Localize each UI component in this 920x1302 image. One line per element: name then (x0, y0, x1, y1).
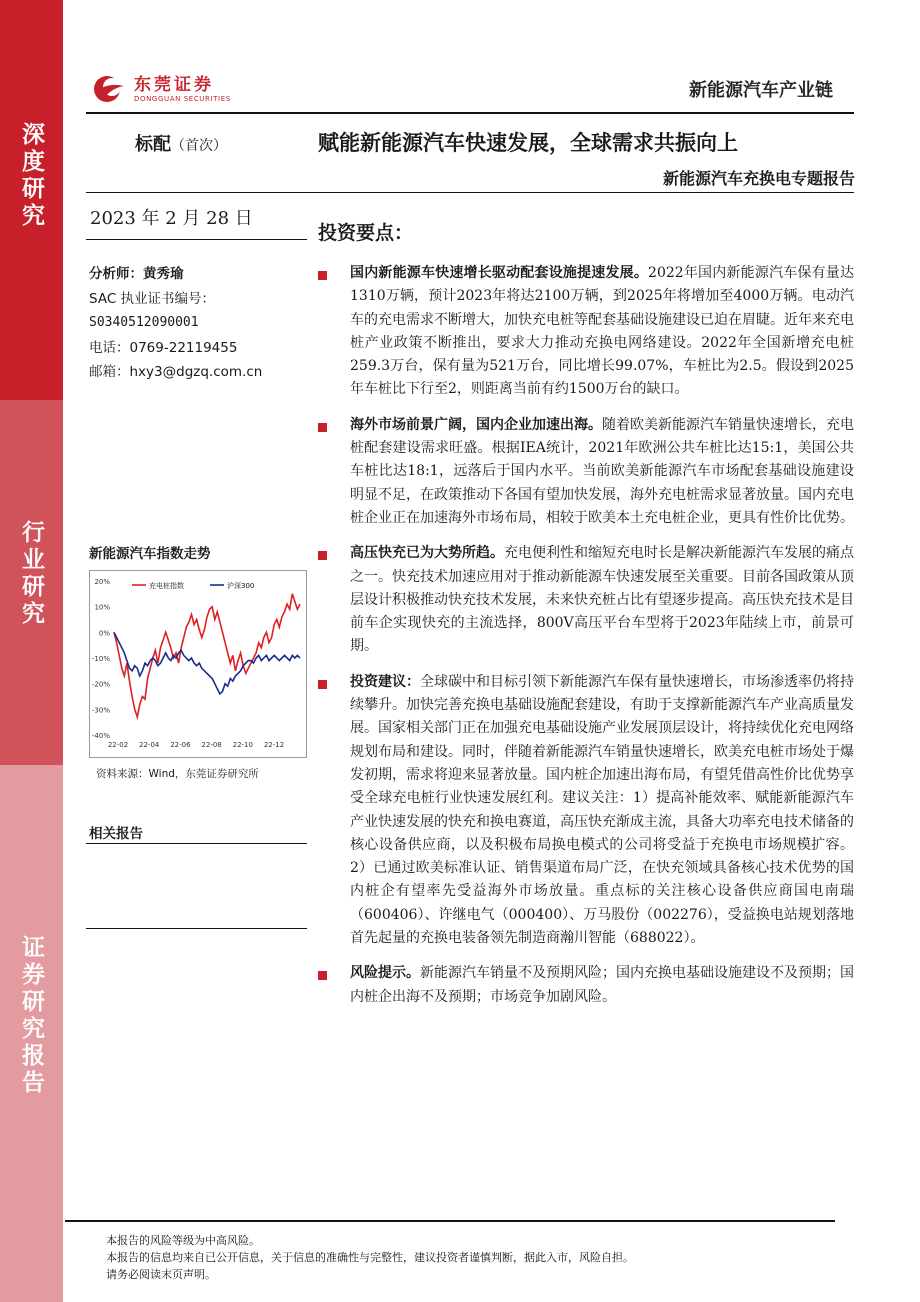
side-label-middle: 行业研究 (18, 520, 44, 628)
series-line (114, 632, 300, 694)
point-lead: 投资建议： (350, 673, 420, 690)
point-lead: 高压快充已为大势所趋。 (350, 545, 504, 562)
x-tick-label: 22-12 (263, 741, 285, 749)
analyst-sac-label: SAC 执业证书编号： (89, 290, 216, 307)
index-chart (89, 570, 307, 758)
series-line (114, 594, 300, 717)
chart-source: 资料来源：Wind，东莞证券研究所 (96, 768, 259, 780)
x-tick-label: 22-06 (170, 741, 191, 749)
point-lead: 国内新能源车快速增长驱动配套设施提速发展。 (350, 265, 649, 281)
point-lead: 风险提示。 (350, 965, 420, 982)
y-tick-label: 10% (94, 603, 110, 612)
y-tick-label: -20% (91, 680, 110, 689)
report-subtitle: 新能源汽车充换电专题报告 (662, 169, 855, 188)
left-rule-1 (86, 239, 307, 240)
point-body: 全球碳中和目标引领下新能源汽车保有量快速增长，市场渗透率仍将持续攀升。加快完善充换电基础设施配套建设，有助于支撑新能源汽车产业高质量发展。国家相关部门正在加强充电基础设施产业发展顶层设计，将持续优化充电网络规划布局和建设。同时，伴随着新能源汽车销量快速增长，欧美充电桩市场处于爆发初期，需求将迎来显著放量。国内桩企加速出海布局，有望凭借高性价比优势享受全球充电桩行业快速发展红利。建议关注：1）提高补能效率、赋能新能源汽车产业快速发展的快充和换电赛道，高压快充渐成主流，具备大功率充电技术储备的核心设备供应商，以及积极布局换电模式的公司将受益于充换电市场规模扩容。2）已通过欧美标准认证、销售渠道布局广泛，在快充领域具备核心技术优势的国内桩企有望率先受益海外市场放量。重点标的关注核心设备供应商国电南瑞（600406）、许继电气（000400）、万马股份（002276），受益换电站规划落地首先起量的充换电装备领先制造商瀚川智能（688022）。 (350, 673, 854, 947)
logo-mark-icon (92, 74, 128, 104)
related-reports-heading: 相关报告 (89, 826, 143, 842)
side-band (0, 0, 63, 1302)
investment-points (318, 262, 854, 1021)
industry-chain-label: 新能源汽车产业链 (689, 80, 833, 101)
point-lead: 海外市场前景广阔，国内企业加速出海。 (350, 416, 602, 433)
point-body: 2022年国内新能源汽车保有量达1310万辆，预计2023年将达2100万辆，到2025年将增加至4000万辆。电动汽车的充电需求不断增大，加快充电桩等配套基础设施建设已迫在眉睫。近年来充电桩产业政策不断推出，要求大力推动充换电网络建设。2022年全国新增充电桩259.3万台，保有量为521万台，同比增长99.07%，车桩比为2.5。假设到2025年车桩比下行至2，则距离当前有约1500万台的缺口。 (350, 265, 854, 398)
company-logo (92, 74, 231, 104)
y-tick-label: -30% (91, 706, 110, 715)
bullet-square-icon (318, 551, 327, 560)
point-item (318, 542, 854, 658)
rating-note: （首次） (171, 138, 227, 154)
side-band-deep-research (0, 0, 63, 400)
point-item (318, 671, 854, 951)
x-tick-label: 22-10 (232, 741, 253, 749)
bullet-square-icon (318, 271, 327, 280)
y-tick-label: -40% (91, 732, 110, 740)
chart-title: 新能源汽车指数走势 (89, 546, 211, 562)
analyst-name: 分析师：黄秀瑜 (89, 266, 184, 282)
point-body: 随着欧美新能源汽车销量快速增长，充电桩配套建设需求旺盛。根据IEA统计，2021年欧洲公共车桩比达15:1，美国公共车桩比达18:1，远落后于国内水平。当前欧美新能源汽车市场配套基础设施建设明显不足，在政策推动下各国有望加快发展，海外充电桩需求显著放量。国内充电桩企业正在加速海外市场布局，相较于欧美本土充电桩企业，更具有性价比优势。 (350, 416, 854, 526)
bullet-square-icon (318, 680, 327, 689)
point-body: 充电便利性和缩短充电时长是解决新能源汽车发展的痛点之一。快充技术加速应用对于推动新能源车快速发展至关重要。目前各国政策从顶层设计积极推动快充技术发展，未来快充桩占比有望逐步提高。高压快充技术是目前车企实现快充的主流选择，800V高压平台车型将于2023年陆续上市，前景可期。 (350, 545, 854, 655)
rating (135, 130, 227, 156)
report-title: 赋能新能源汽车快速发展，全球需求共振向上 (318, 131, 738, 155)
x-tick-label: 22-02 (107, 741, 129, 749)
section-heading: 投资要点： (318, 222, 414, 244)
point-item (318, 262, 854, 402)
left-rule-2 (86, 843, 307, 844)
left-rule-3 (86, 928, 307, 929)
side-band-industry-research (0, 400, 63, 765)
side-label-bottom: 证券研究报告 (18, 935, 44, 1097)
point-item (318, 962, 854, 1009)
footer-notes (106, 1232, 634, 1283)
logo-name-cn: 东莞证券 (134, 75, 214, 95)
analyst-phone: 电话：0769-22119455 (89, 339, 238, 356)
subtitle-rule (86, 192, 854, 193)
x-tick-label: 22-04 (139, 741, 160, 749)
y-tick-label: 20% (94, 578, 110, 586)
y-tick-label: -10% (91, 655, 110, 663)
point-item (318, 414, 854, 530)
side-label-top: 深度研究 (18, 122, 44, 230)
analyst-email[interactable]: 邮箱：hxy3@dgzq.com.cn (89, 364, 263, 380)
side-band-securities-report (0, 765, 63, 1302)
footer-risk-level: 本报告的风险等级为中高风险。 (106, 1234, 260, 1247)
header-rule (86, 112, 854, 114)
logo-name-en: DONGGUAN SECURITIES (134, 95, 231, 103)
legend-label: 沪深300 (227, 582, 255, 590)
rating-label: 标配 (135, 134, 171, 155)
footer-read-notice: 请务必阅读末页声明。 (106, 1268, 216, 1281)
analyst-sac-number: S0340512090001 (89, 315, 199, 330)
index-chart-svg (90, 571, 306, 757)
bullet-square-icon (318, 423, 327, 432)
point-body: 新能源汽车销量不及预期风险；国内充换电基础设施建设不及预期；国内桩企出海不及预期；市场竞争加剧风险。 (350, 965, 854, 1005)
legend-label: 充电桩指数 (149, 582, 184, 590)
footer-disclaimer: 本报告的信息均来自已公开信息，关于信息的准确性与完整性，建议投资者谨慎判断，据此入市，风险自担。 (106, 1251, 634, 1264)
analyst-info (89, 262, 262, 385)
x-tick-label: 22-08 (201, 741, 222, 749)
bullet-square-icon (318, 971, 327, 980)
report-date: 2023 年 2 月 28 日 (90, 208, 253, 229)
y-tick-label: 0% (98, 629, 110, 638)
footer-rule (65, 1220, 835, 1222)
